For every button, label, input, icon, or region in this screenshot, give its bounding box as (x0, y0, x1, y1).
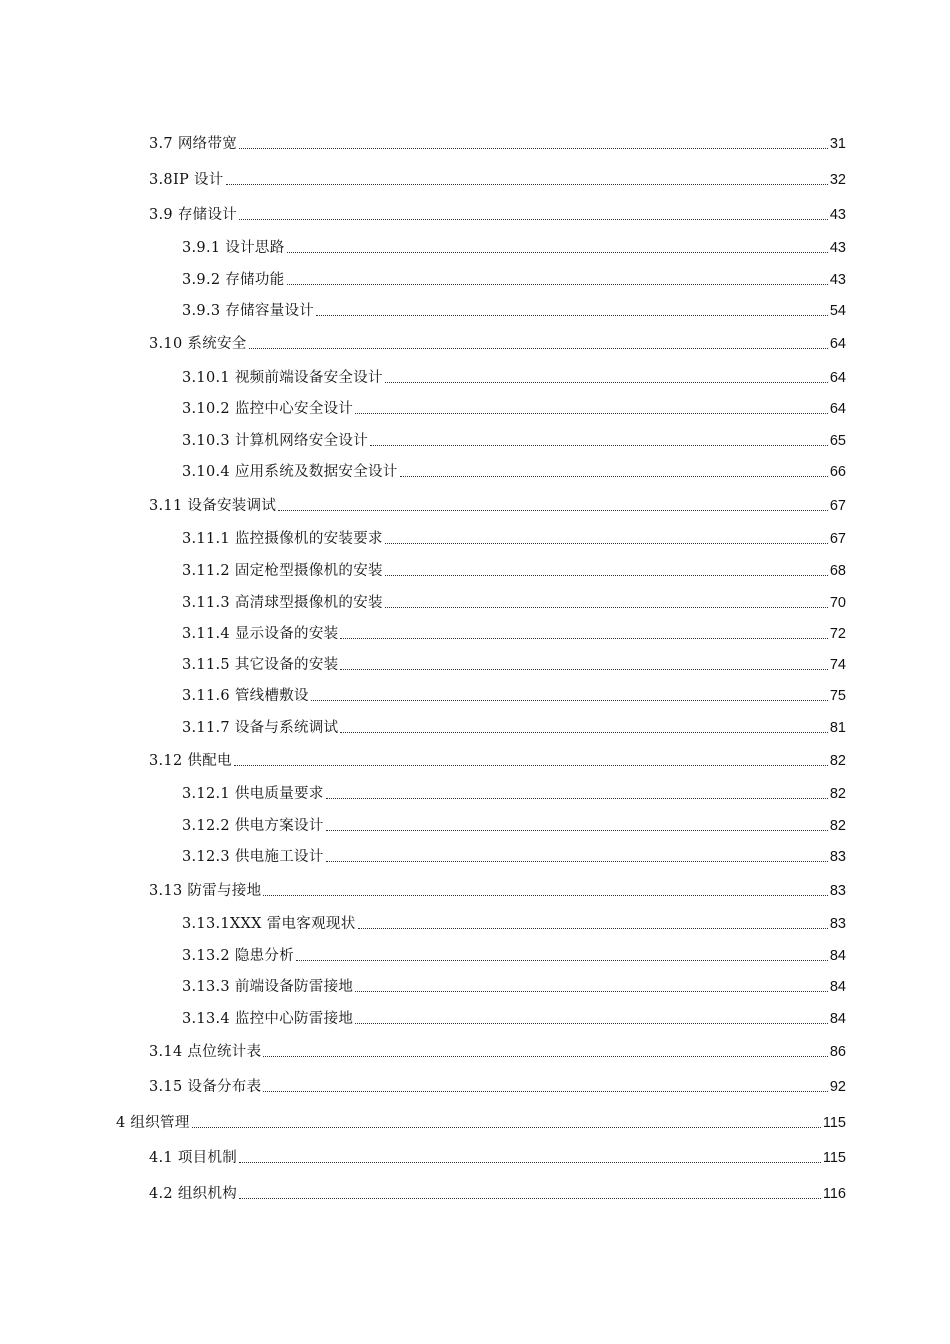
toc-entry[interactable] (182, 911, 846, 933)
toc-leader-dots (326, 830, 828, 831)
toc-entry-title: 3.10 系统安全 (149, 336, 247, 352)
toc-entry-page: 83 (829, 916, 846, 932)
toc-entry-title: 3.13.2 隐患分析 (182, 948, 295, 964)
toc-leader-dots (226, 184, 828, 185)
toc-leader-dots (278, 510, 828, 511)
toc-entry-page: 81 (829, 720, 846, 736)
toc-entry-page: 54 (829, 303, 846, 319)
toc-entry-page: 83 (829, 849, 846, 865)
toc-entry[interactable] (149, 202, 846, 224)
toc-entry-page: 86 (829, 1044, 846, 1060)
toc-leader-dots (296, 960, 828, 961)
toc-entry[interactable] (149, 493, 846, 515)
toc-entry[interactable] (182, 813, 846, 835)
toc-entry[interactable] (149, 1074, 846, 1096)
toc-entry-title: 3.9.2 存储功能 (182, 272, 285, 288)
toc-leader-dots (239, 1198, 821, 1199)
toc-leader-dots (287, 284, 828, 285)
toc-entry-page: 74 (829, 657, 846, 673)
toc-leader-dots (249, 348, 828, 349)
toc-entry-page: 82 (829, 818, 846, 834)
toc-leader-dots (263, 1056, 827, 1057)
toc-entry[interactable] (182, 365, 846, 387)
toc-entry[interactable] (149, 167, 846, 189)
toc-entry[interactable] (182, 267, 846, 289)
toc-entry[interactable] (182, 428, 846, 450)
toc-entry-page: 115 (822, 1115, 846, 1131)
toc-entry-title: 3.14 点位统计表 (149, 1044, 262, 1060)
toc-entry[interactable] (182, 621, 846, 643)
toc-leader-dots (385, 607, 828, 608)
toc-entry[interactable] (182, 974, 846, 996)
toc-entry-page: 75 (829, 688, 846, 704)
toc-entry-page: 116 (822, 1186, 846, 1202)
toc-leader-dots (192, 1127, 821, 1128)
toc-entry-page: 43 (829, 240, 846, 256)
toc-entry-page: 64 (829, 401, 846, 417)
toc-leader-dots (311, 700, 828, 701)
toc-entry-title: 3.10.3 计算机网络安全设计 (182, 433, 369, 449)
toc-entry-page: 82 (829, 753, 846, 769)
toc-leader-dots (239, 148, 828, 149)
toc-entry-page: 67 (829, 531, 846, 547)
toc-entry-title: 3.11.1 监控摄像机的安装要求 (182, 531, 383, 547)
toc-entry[interactable] (149, 131, 846, 153)
toc-leader-dots (385, 543, 828, 544)
toc-entry-page: 32 (829, 172, 846, 188)
toc-entry-title: 3.12.1 供电质量要求 (182, 786, 324, 802)
toc-entry-page: 84 (829, 979, 846, 995)
toc-entry[interactable] (149, 1145, 846, 1167)
toc-entry-page: 84 (829, 1011, 846, 1027)
toc-entry-page: 92 (829, 1079, 846, 1095)
toc-entry-title: 3.12.3 供电施工设计 (182, 849, 324, 865)
toc-entry[interactable] (182, 526, 846, 548)
toc-leader-dots (263, 895, 827, 896)
toc-entry[interactable] (116, 1110, 846, 1132)
toc-leader-dots (287, 252, 828, 253)
toc-entry-title: 3.10.2 监控中心安全设计 (182, 401, 354, 417)
toc-entry-title: 4 组织管理 (116, 1115, 190, 1131)
toc-leader-dots (385, 382, 828, 383)
toc-entry-title: 3.8IP 设计 (149, 172, 224, 188)
toc-entry[interactable] (182, 1006, 846, 1028)
toc-entry[interactable] (182, 298, 846, 320)
toc-entry-title: 3.15 设备分布表 (149, 1079, 262, 1095)
toc-leader-dots (340, 669, 827, 670)
toc-entry[interactable] (182, 558, 846, 580)
toc-entry-title: 3.11.4 显示设备的安装 (182, 626, 339, 642)
toc-leader-dots (355, 991, 828, 992)
toc-entry-title: 3.12 供配电 (149, 753, 232, 769)
toc-entry-title: 3.11.3 高清球型摄像机的安装 (182, 595, 383, 611)
toc-entry[interactable] (182, 844, 846, 866)
toc-entry-title: 3.9.1 设计思路 (182, 240, 285, 256)
toc-entry[interactable] (182, 235, 846, 257)
toc-leader-dots (239, 1162, 821, 1163)
toc-entry-title: 3.11.5 其它设备的安装 (182, 657, 339, 673)
toc-entry[interactable] (182, 715, 846, 737)
toc-leader-dots (234, 765, 828, 766)
toc-leader-dots (326, 861, 828, 862)
toc-entry-title: 3.9.3 存储容量设计 (182, 303, 315, 319)
toc-entry[interactable] (182, 652, 846, 674)
toc-entry-page: 43 (829, 272, 846, 288)
toc-entry[interactable] (182, 590, 846, 612)
toc-entry-page: 31 (829, 136, 846, 152)
toc-entry-title: 3.13 防雷与接地 (149, 883, 262, 899)
toc-entry-page: 84 (829, 948, 846, 964)
toc-entry-page: 72 (829, 626, 846, 642)
toc-entry-page: 67 (829, 498, 846, 514)
toc-leader-dots (358, 928, 828, 929)
toc-entry-title: 3.13.4 监控中心防雷接地 (182, 1011, 354, 1027)
toc-entry-page: 82 (829, 786, 846, 802)
toc-entry-page: 64 (829, 336, 846, 352)
toc-leader-dots (316, 315, 828, 316)
toc-entry-title: 3.9 存储设计 (149, 207, 238, 223)
toc-entry-title: 4.2 组织机构 (149, 1186, 238, 1202)
toc-entry[interactable] (182, 781, 846, 803)
toc-entry-title: 3.7 网络带宽 (149, 136, 238, 152)
toc-entry-title: 3.13.1XXX 雷电客观现状 (182, 916, 356, 932)
toc-entry-title: 3.12.2 供电方案设计 (182, 818, 324, 834)
toc-leader-dots (355, 413, 828, 414)
toc-leader-dots (239, 219, 828, 220)
toc-leader-dots (340, 732, 827, 733)
toc-entry[interactable] (149, 1039, 846, 1061)
toc-leader-dots (355, 1023, 828, 1024)
toc-entry[interactable] (182, 943, 846, 965)
toc-entry[interactable] (182, 459, 846, 481)
toc-entry[interactable] (149, 748, 846, 770)
toc-entry-title: 3.11.6 管线槽敷设 (182, 688, 309, 704)
toc-entry[interactable] (149, 331, 846, 353)
toc-leader-dots (263, 1091, 827, 1092)
toc-entry-title: 3.13.3 前端设备防雷接地 (182, 979, 354, 995)
toc-entry[interactable] (149, 1181, 846, 1203)
toc-leader-dots (326, 798, 828, 799)
toc-entry-page: 43 (829, 207, 846, 223)
toc-leader-dots (340, 638, 827, 639)
toc-entry[interactable] (182, 683, 846, 705)
toc-entry-title: 3.10.1 视频前端设备安全设计 (182, 370, 383, 386)
toc-entry-page: 64 (829, 370, 846, 386)
toc-entry-title: 4.1 项目机制 (149, 1150, 238, 1166)
toc-entry-page: 115 (822, 1150, 846, 1166)
toc-leader-dots (385, 575, 828, 576)
toc-entry-title: 3.11.7 设备与系统调试 (182, 720, 339, 736)
toc-entry[interactable] (182, 396, 846, 418)
toc-entry-page: 70 (829, 595, 846, 611)
toc-entry[interactable] (149, 878, 846, 900)
toc-entry-page: 83 (829, 883, 846, 899)
toc-entry-page: 66 (829, 464, 846, 480)
toc-entry-title: 3.10.4 应用系统及数据安全设计 (182, 464, 398, 480)
toc-entry-page: 68 (829, 563, 846, 579)
toc-leader-dots (400, 476, 828, 477)
toc-entry-title: 3.11 设备安装调试 (149, 498, 277, 514)
toc-entry-title: 3.11.2 固定枪型摄像机的安装 (182, 563, 383, 579)
toc-entry-page: 65 (829, 433, 846, 449)
toc-leader-dots (370, 445, 828, 446)
